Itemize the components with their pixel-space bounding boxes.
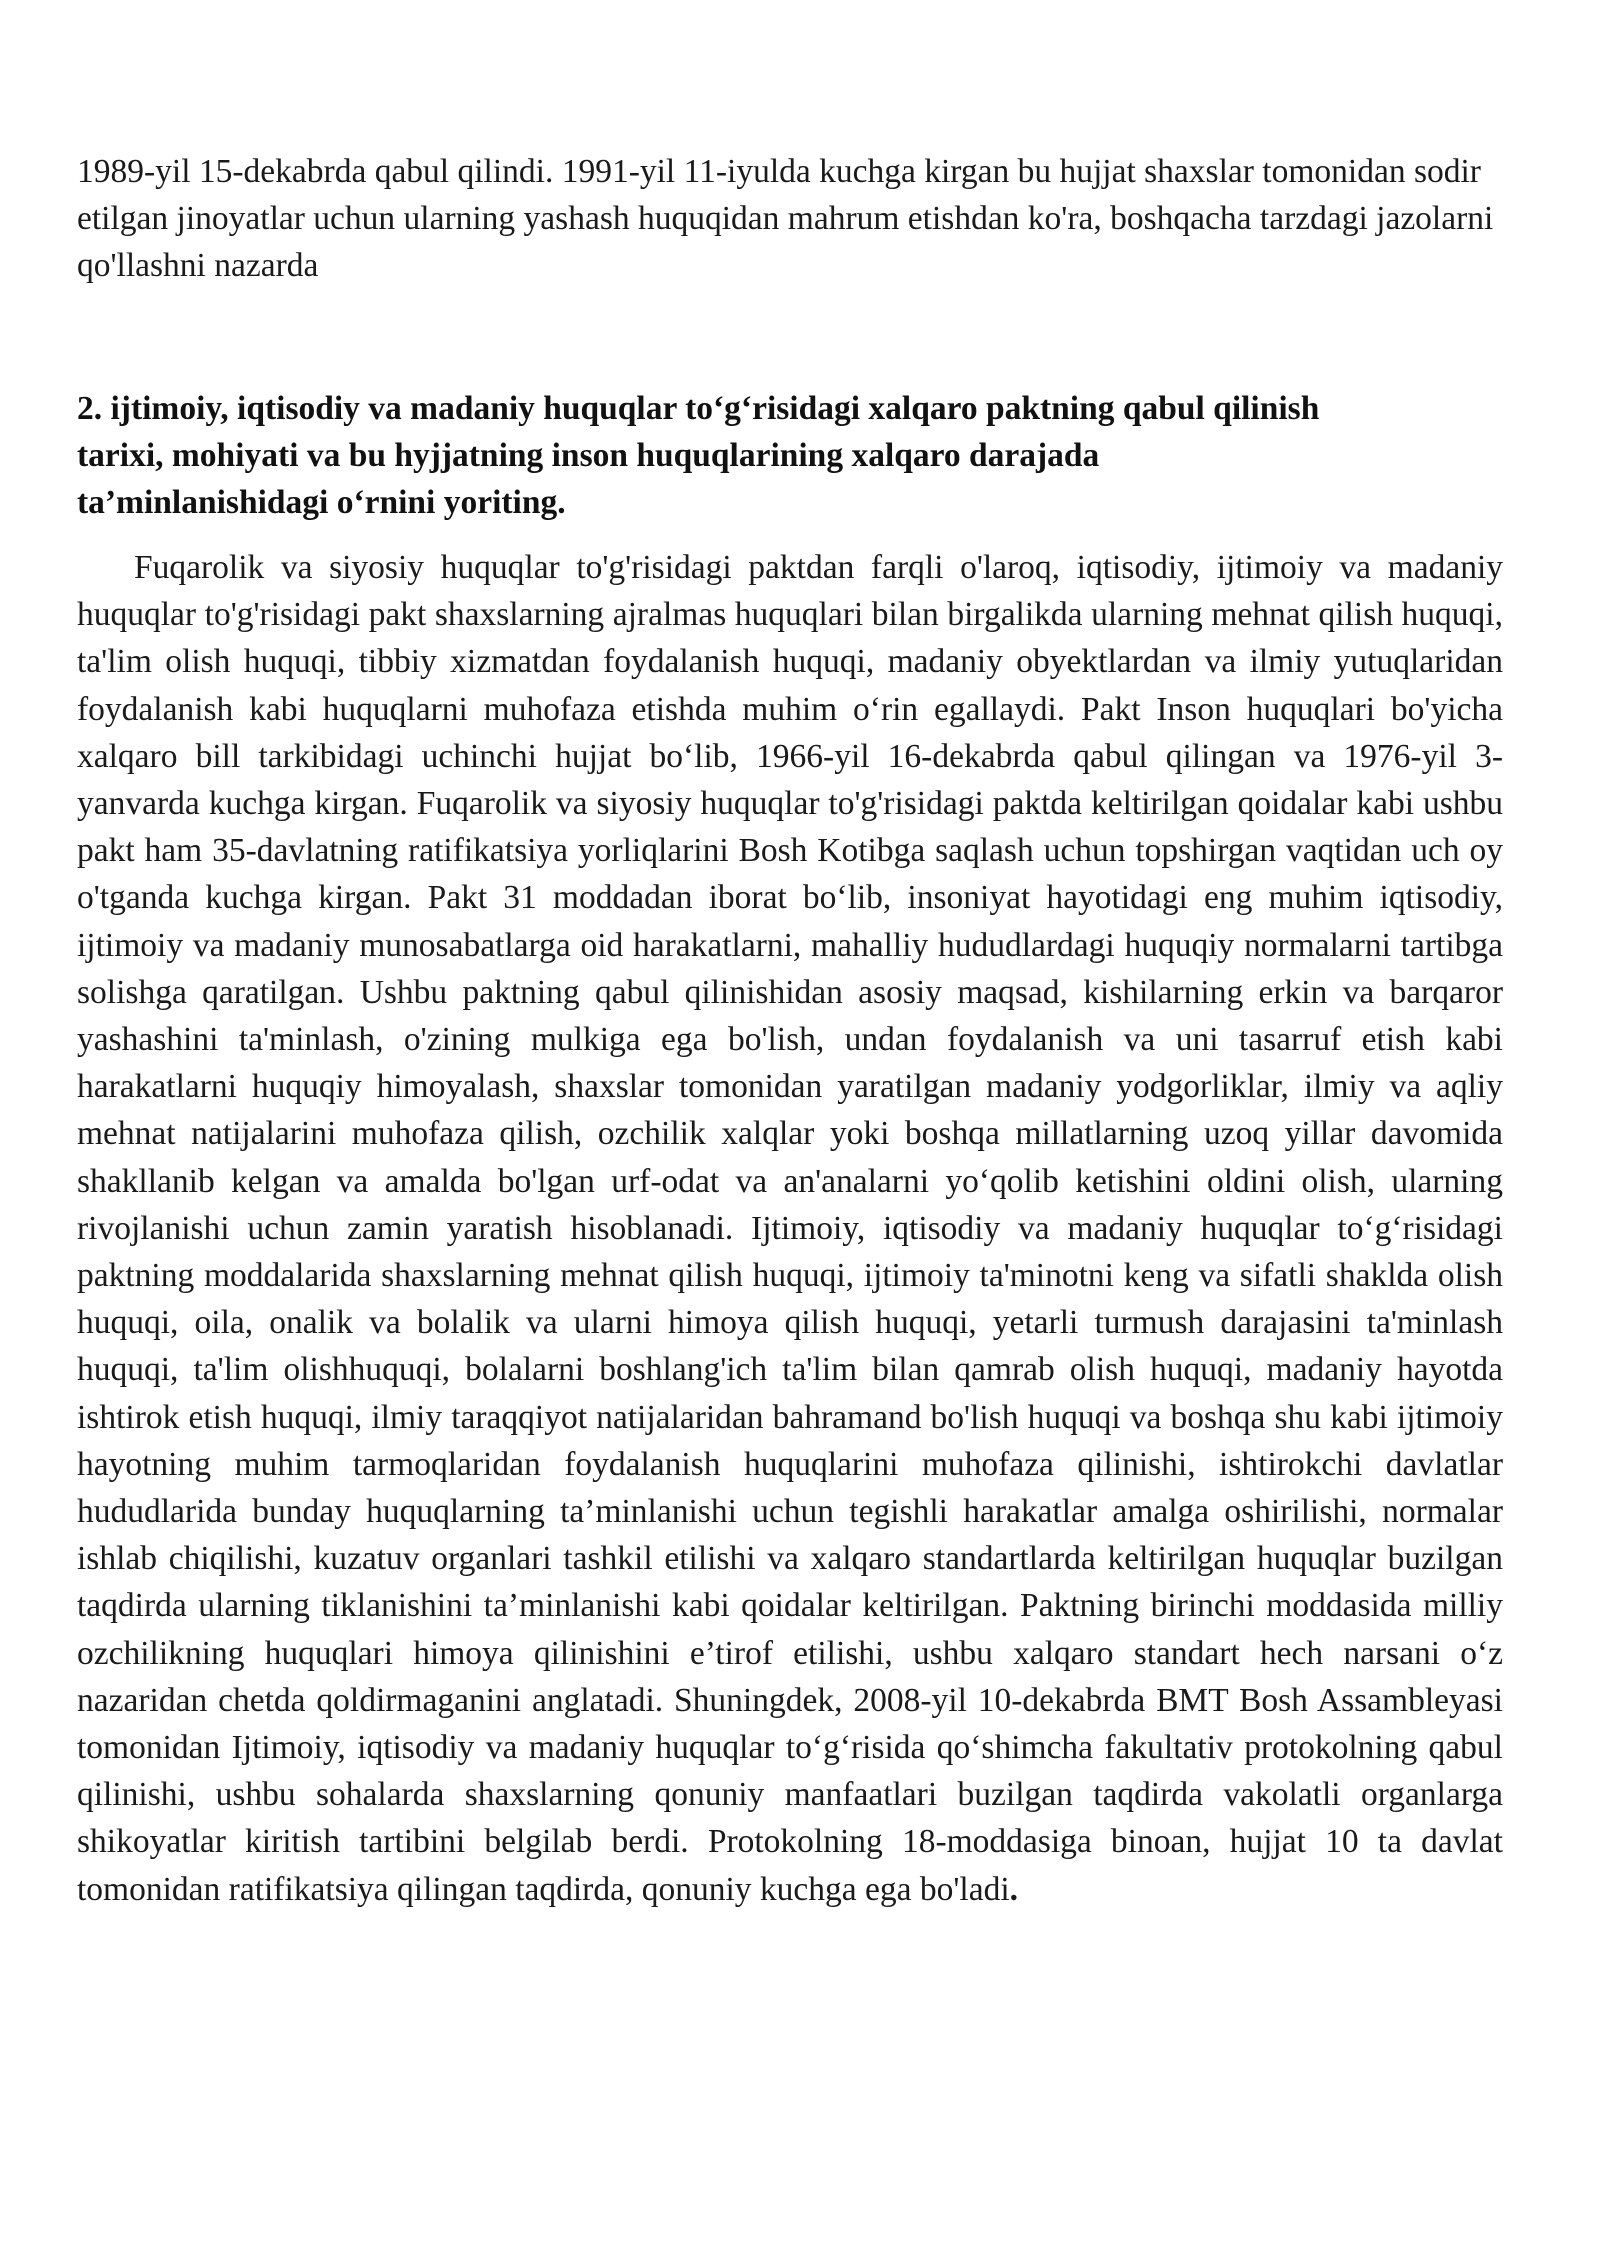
document-page <box>77 148 1503 1908</box>
body-paragraph <box>77 544 1503 1913</box>
section-heading-line-1: 2. ijtimoiy, iqtisodiy va madaniy huquqlar to‘g‘risidagi xalqaro paktning qabul qilinish <box>77 390 1320 427</box>
section-heading <box>77 385 1503 527</box>
body-text: Fuqarolik va siyosiy huquqlar to'g'risidagi paktdan farqli o'laroq, iqtisodiy, ijtimoiy va madaniy huquqlar to'g'risidagi pakt shaxslarning ajralmas huquqlari bilan birgalikda ularning mehnat qilish huquqi, ta'lim olish huquqi, tibbiy xizmatdan foydalanish huquqi, madaniy obyektlardan va ilmiy yutuqlaridan foydalanish kabi huquqlarni muhofaza etishda muhim o‘rin egallaydi. Pakt Inson huquqlari bo'yicha xalqaro bill tarkibidagi uchinchi hujjat bo‘lib, 1966-yil 16-dekabrda qabul qilingan va 1976-yil 3-yanvarda kuchga kirgan. Fuqarolik va siyosiy huquqlar to'g'risidagi paktda keltirilgan qoidalar kabi ushbu pakt ham 35-davlatning ratifikatsiya yorliqlarini Bosh Kotibga saqlash uchun topshirgan vaqtidan uch oy o'tganda kuchga kirgan. Pakt 31 moddadan iborat bo‘lib, insoniyat hayotidagi eng muhim iqtisodiy, ijtimoiy va madaniy munosabatlarga oid harakatlarni, mahalliy hududlardagi huquqiy normalarni tartibga solishga qaratilgan. Ushbu paktning qabul qilinishidan asosiy maqsad, kishilarning erkin va barqaror yashashini ta'minlash, o'zining mulkiga ega bo'lish, undan foydalanish va uni tasarruf etish kabi harakatlarni huquqiy himoyalash, shaxslar tomonidan yaratilgan madaniy yodgorliklar, ilmiy va aqliy mehnat natijalarini muhofaza qilish, ozchilik xalqlar yoki boshqa millatlarning uzoq yillar davomida shakllanib kelgan va amalda bo'lgan urf-odat va an'analarni yo‘qolib ketishini oldini olish, ularning rivojlanishi uchun zamin yaratish hisoblanadi. Ijtimoiy, iqtisodiy va madaniy huquqlar to‘g‘risidagi paktning moddalarida shaxslarning mehnat qilish huquqi, ijtimoiy ta'minotni keng va sifatli shaklda olish huquqi, oila, onalik va bolalik va ularni himoya qilish huquqi, yetarli turmush darajasini ta'minlash huquqi, ta'lim olishhuquqi, bolalarni boshlang'ich ta'lim bilan qamrab olish huquqi, madaniy hayotda ishtirok etish huquqi, ilmiy taraqqiyot natijalaridan bahramand bo'lish huquqi va boshqa shu kabi ijtimoiy hayotning muhim tarmoqlaridan foydalanish huquqlarini muhofaza qilinishi, ishtirokchi davlatlar hududlarida bunday huquqlarning ta’minlanishi uchun tegishli harakatlar amalga oshirilishi, normalar ishlab chiqilishi, kuzatuv organlari tashkil etilishi va xalqaro standartlarda keltirilgan huquqlar buzilgan taqdirda ularning tiklanishini ta’minlanishi kabi qoidalar keltirilgan. Paktning birinchi moddasida milliy ozchilikning huquqlari himoya qilinishini e’tirof etilishi, ushbu xalqaro standart hech narsani o‘z nazaridan chetda qoldirmaganini anglatadi. Shuningdek, 2008-yil 10-dekabrda BMT Bosh Assambleyasi tomonidan Ijtimoiy, iqtisodiy va madaniy huquqlar to‘g‘risida qo‘shimcha fakultativ protokolning qabul qilinishi, ushbu sohalarda shaxslarning qonuniy manfaatlari buzilgan taqdirda vakolatli organlarga shikoyatlar kiritish tartibini belgilab berdi. Protokolning 18-moddasiga binoan, hujjat 10 ta davlat tomonidan ratifikatsiya qilingan taqdirda, qonuniy kuchga ega bo'ladi <box>77 549 1503 1908</box>
section-body <box>77 544 1503 1913</box>
intro-paragraph: 1989-yil 15-dekabrda qabul qilindi. 1991-yil 11-iyulda kuchga kirgan bu hujjat shaxslar tomonidan sodir etilgan jinoyatlar uchun ularning yashash huquqidan mahrum etishdan ko'ra, boshqacha tarzdagi jazolarni qo'llashni nazarda <box>77 153 1494 285</box>
body-end-mark: . <box>1009 1870 1019 1908</box>
section-heading-line-3: ta’minlanishidagi o‘rnini yoriting. <box>77 484 566 522</box>
section-heading-line-2: tarixi, mohiyati va bu hyjjatning inson huquqlarining xalqaro darajada <box>77 437 1100 475</box>
